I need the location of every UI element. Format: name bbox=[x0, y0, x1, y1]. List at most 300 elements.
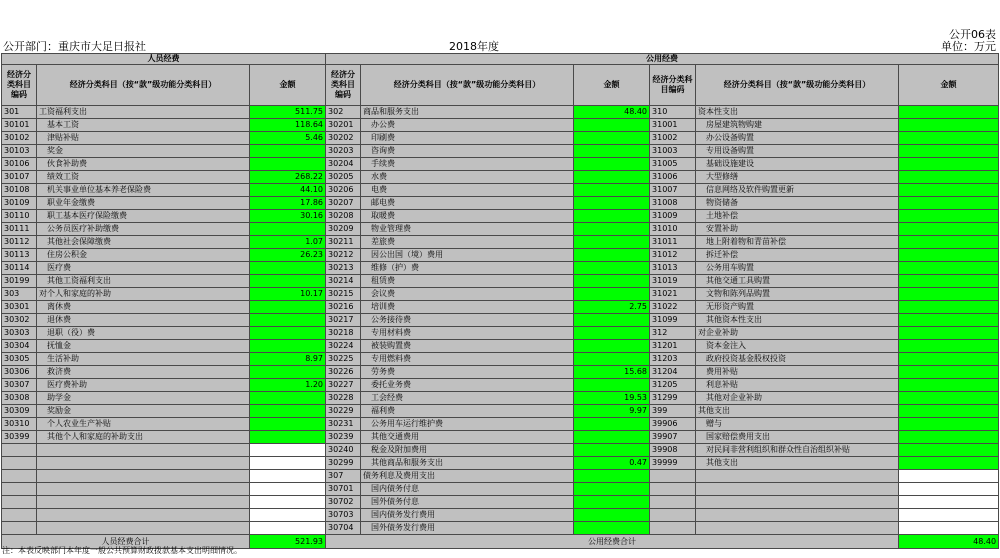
table-row bbox=[2, 223, 999, 236]
item-name: 助学金 bbox=[37, 392, 250, 405]
item-name: 伙食补助费 bbox=[37, 158, 250, 171]
empty-cell bbox=[2, 470, 37, 483]
item-name: 国外债务付息 bbox=[361, 496, 574, 509]
item-amount bbox=[899, 210, 999, 223]
col-amount: 金额 bbox=[574, 65, 650, 106]
item-code: 30309 bbox=[2, 405, 37, 418]
item-code: 30304 bbox=[2, 340, 37, 353]
empty-cell bbox=[37, 522, 250, 535]
item-code: 30206 bbox=[326, 184, 361, 197]
item-code: 301 bbox=[2, 106, 37, 119]
item-code: 30216 bbox=[326, 301, 361, 314]
item-amount bbox=[899, 379, 999, 392]
item-code: 30240 bbox=[326, 444, 361, 457]
table-row bbox=[2, 509, 999, 522]
item-code: 30106 bbox=[2, 158, 37, 171]
item-code: 302 bbox=[326, 106, 361, 119]
item-amount bbox=[250, 275, 326, 288]
item-amount bbox=[899, 145, 999, 158]
item-amount bbox=[899, 171, 999, 184]
item-name: 国外债务发行费用 bbox=[361, 522, 574, 535]
item-name: 职工基本医疗保险缴费 bbox=[37, 210, 250, 223]
item-code: 31204 bbox=[650, 366, 696, 379]
empty-cell bbox=[37, 483, 250, 496]
item-name: 生活补助 bbox=[37, 353, 250, 366]
item-name: 其他支出 bbox=[696, 405, 899, 418]
item-code: 30306 bbox=[2, 366, 37, 379]
item-amount: 10.17 bbox=[250, 288, 326, 301]
item-name: 公务接待费 bbox=[361, 314, 574, 327]
item-name: 培训费 bbox=[361, 301, 574, 314]
empty-cell bbox=[2, 444, 37, 457]
item-code: 30112 bbox=[2, 236, 37, 249]
empty-cell bbox=[696, 509, 899, 522]
item-code: 30303 bbox=[2, 327, 37, 340]
item-name: 办公费 bbox=[361, 119, 574, 132]
item-amount: 26.23 bbox=[250, 249, 326, 262]
item-amount bbox=[574, 418, 650, 431]
item-amount bbox=[574, 210, 650, 223]
item-code: 399 bbox=[650, 405, 696, 418]
item-name: 无形资产购置 bbox=[696, 301, 899, 314]
empty-cell bbox=[899, 522, 999, 535]
item-name: 手续费 bbox=[361, 158, 574, 171]
item-code: 30214 bbox=[326, 275, 361, 288]
item-code: 30218 bbox=[326, 327, 361, 340]
item-amount bbox=[899, 457, 999, 470]
empty-cell bbox=[250, 470, 326, 483]
item-code: 30102 bbox=[2, 132, 37, 145]
item-code: 31022 bbox=[650, 301, 696, 314]
item-amount bbox=[574, 223, 650, 236]
table-row bbox=[2, 184, 999, 197]
item-name: 离休费 bbox=[37, 301, 250, 314]
empty-cell bbox=[250, 522, 326, 535]
col-code: 经济分类科目编码 bbox=[2, 65, 37, 106]
item-code: 30217 bbox=[326, 314, 361, 327]
item-code: 31010 bbox=[650, 223, 696, 236]
item-name: 土地补偿 bbox=[696, 210, 899, 223]
col-name: 经济分类科目（按“款”级功能分类科目） bbox=[696, 65, 899, 106]
item-amount: 30.16 bbox=[250, 210, 326, 223]
item-name: 其他商品和服务支出 bbox=[361, 457, 574, 470]
item-amount bbox=[574, 522, 650, 535]
item-amount bbox=[899, 249, 999, 262]
item-code: 30704 bbox=[326, 522, 361, 535]
table-row bbox=[2, 457, 999, 470]
item-code: 31007 bbox=[650, 184, 696, 197]
item-name: 其他资本性支出 bbox=[696, 314, 899, 327]
item-name: 安置补助 bbox=[696, 223, 899, 236]
empty-cell bbox=[899, 496, 999, 509]
item-amount bbox=[574, 431, 650, 444]
empty-cell bbox=[2, 522, 37, 535]
item-name: 国家赔偿费用支出 bbox=[696, 431, 899, 444]
empty-cell bbox=[37, 496, 250, 509]
item-code: 31205 bbox=[650, 379, 696, 392]
item-amount bbox=[574, 288, 650, 301]
item-name: 机关事业单位基本养老保险费 bbox=[37, 184, 250, 197]
item-amount bbox=[250, 392, 326, 405]
table-row bbox=[2, 262, 999, 275]
item-amount bbox=[899, 197, 999, 210]
empty-cell bbox=[2, 509, 37, 522]
table-row bbox=[2, 353, 999, 366]
public-total-label: 公用经费合计 bbox=[326, 535, 899, 549]
item-name: 其他工资福利支出 bbox=[37, 275, 250, 288]
item-code: 30310 bbox=[2, 418, 37, 431]
item-code: 30203 bbox=[326, 145, 361, 158]
item-amount bbox=[574, 483, 650, 496]
item-name: 专用燃料费 bbox=[361, 353, 574, 366]
item-code: 31019 bbox=[650, 275, 696, 288]
item-amount: 48.40 bbox=[574, 106, 650, 119]
item-name: 奖金 bbox=[37, 145, 250, 158]
item-code: 30101 bbox=[2, 119, 37, 132]
item-name: 债务利息及费用支出 bbox=[361, 470, 574, 483]
col-name: 经济分类科目（按“款”级功能分类科目） bbox=[361, 65, 574, 106]
col-amount: 金额 bbox=[250, 65, 326, 106]
item-name: 国内债务付息 bbox=[361, 483, 574, 496]
item-name: 工资福利支出 bbox=[37, 106, 250, 119]
item-name: 其他支出 bbox=[696, 457, 899, 470]
table-row bbox=[2, 236, 999, 249]
item-amount: 15.68 bbox=[574, 366, 650, 379]
item-name: 水费 bbox=[361, 171, 574, 184]
item-name: 公务用车运行维护费 bbox=[361, 418, 574, 431]
item-name: 邮电费 bbox=[361, 197, 574, 210]
empty-cell bbox=[650, 470, 696, 483]
section-personnel: 人员经费 bbox=[2, 54, 326, 65]
item-amount bbox=[574, 249, 650, 262]
item-name: 退职（役）费 bbox=[37, 327, 250, 340]
item-amount bbox=[250, 405, 326, 418]
item-amount bbox=[899, 288, 999, 301]
empty-cell bbox=[899, 470, 999, 483]
item-name: 差旅费 bbox=[361, 236, 574, 249]
item-name: 大型修缮 bbox=[696, 171, 899, 184]
item-code: 30308 bbox=[2, 392, 37, 405]
item-name: 救济费 bbox=[37, 366, 250, 379]
item-amount: 44.10 bbox=[250, 184, 326, 197]
item-amount bbox=[899, 262, 999, 275]
item-amount bbox=[574, 171, 650, 184]
item-name: 物资储备 bbox=[696, 197, 899, 210]
item-name: 专用设备购置 bbox=[696, 145, 899, 158]
empty-cell bbox=[37, 457, 250, 470]
item-code: 30231 bbox=[326, 418, 361, 431]
item-code: 31012 bbox=[650, 249, 696, 262]
report-header bbox=[0, 0, 1000, 54]
item-name: 会议费 bbox=[361, 288, 574, 301]
empty-cell bbox=[696, 522, 899, 535]
empty-cell bbox=[2, 483, 37, 496]
empty-cell bbox=[250, 496, 326, 509]
item-amount: 511.75 bbox=[250, 106, 326, 119]
item-code: 31009 bbox=[650, 210, 696, 223]
item-name: 维修（护）费 bbox=[361, 262, 574, 275]
item-name: 其他对企业补助 bbox=[696, 392, 899, 405]
item-name: 退休费 bbox=[37, 314, 250, 327]
item-code: 30109 bbox=[2, 197, 37, 210]
item-code: 31008 bbox=[650, 197, 696, 210]
item-name: 其他社会保障缴费 bbox=[37, 236, 250, 249]
table-row bbox=[2, 392, 999, 405]
item-name: 其他交通费用 bbox=[361, 431, 574, 444]
item-amount bbox=[899, 184, 999, 197]
table-row bbox=[2, 418, 999, 431]
table-row bbox=[2, 327, 999, 340]
item-code: 30239 bbox=[326, 431, 361, 444]
item-code: 31003 bbox=[650, 145, 696, 158]
item-amount bbox=[899, 392, 999, 405]
item-code: 39906 bbox=[650, 418, 696, 431]
item-amount bbox=[899, 223, 999, 236]
col-amount: 金额 bbox=[899, 65, 999, 106]
expenditure-table bbox=[1, 53, 999, 549]
fiscal-year: 2018年度 bbox=[449, 40, 499, 53]
item-name: 物业管理费 bbox=[361, 223, 574, 236]
item-code: 30307 bbox=[2, 379, 37, 392]
item-name: 绩效工资 bbox=[37, 171, 250, 184]
item-amount bbox=[574, 158, 650, 171]
item-code: 30202 bbox=[326, 132, 361, 145]
item-code: 30299 bbox=[326, 457, 361, 470]
empty-cell bbox=[37, 470, 250, 483]
item-code: 30302 bbox=[2, 314, 37, 327]
item-code: 31021 bbox=[650, 288, 696, 301]
item-amount bbox=[574, 184, 650, 197]
item-amount bbox=[250, 366, 326, 379]
item-amount bbox=[899, 444, 999, 457]
table-row bbox=[2, 210, 999, 223]
item-amount bbox=[574, 470, 650, 483]
empty-cell bbox=[650, 496, 696, 509]
empty-cell bbox=[650, 522, 696, 535]
item-name: 基础设施建设 bbox=[696, 158, 899, 171]
item-name: 资本性支出 bbox=[696, 106, 899, 119]
table-row bbox=[2, 496, 999, 509]
item-code: 30229 bbox=[326, 405, 361, 418]
item-code: 30305 bbox=[2, 353, 37, 366]
item-amount: 1.07 bbox=[250, 236, 326, 249]
item-code: 30201 bbox=[326, 119, 361, 132]
item-name: 印刷费 bbox=[361, 132, 574, 145]
item-code: 30110 bbox=[2, 210, 37, 223]
item-name: 公务员医疗补助缴费 bbox=[37, 223, 250, 236]
item-name: 地上附着物和青苗补偿 bbox=[696, 236, 899, 249]
item-code: 30213 bbox=[326, 262, 361, 275]
public-total-value: 48.40 bbox=[899, 535, 999, 549]
item-amount: 1.20 bbox=[250, 379, 326, 392]
item-name: 房屋建筑物购建 bbox=[696, 119, 899, 132]
item-name: 税金及附加费用 bbox=[361, 444, 574, 457]
item-amount bbox=[899, 236, 999, 249]
item-name: 取暖费 bbox=[361, 210, 574, 223]
empty-cell bbox=[650, 483, 696, 496]
item-amount bbox=[899, 275, 999, 288]
item-code: 30103 bbox=[2, 145, 37, 158]
item-code: 30113 bbox=[2, 249, 37, 262]
item-code: 39908 bbox=[650, 444, 696, 457]
item-name: 办公设备购置 bbox=[696, 132, 899, 145]
item-amount: 8.97 bbox=[250, 353, 326, 366]
table-row bbox=[2, 301, 999, 314]
table-row bbox=[2, 171, 999, 184]
table-number: 公开06表 bbox=[949, 28, 996, 41]
item-code: 30114 bbox=[2, 262, 37, 275]
item-name: 基本工资 bbox=[37, 119, 250, 132]
item-code: 303 bbox=[2, 288, 37, 301]
item-name: 劳务费 bbox=[361, 366, 574, 379]
item-code: 30205 bbox=[326, 171, 361, 184]
item-amount bbox=[574, 236, 650, 249]
table-row bbox=[2, 197, 999, 210]
table-row bbox=[2, 470, 999, 483]
item-name: 政府投资基金股权投资 bbox=[696, 353, 899, 366]
item-code: 30209 bbox=[326, 223, 361, 236]
item-name: 职业年金缴费 bbox=[37, 197, 250, 210]
item-amount bbox=[899, 405, 999, 418]
table-row bbox=[2, 106, 999, 119]
footnote: 注：本表反映部门本年度一般公共预算财政拨款基本支出明细情况。 bbox=[2, 546, 242, 555]
item-name: 拆迁补偿 bbox=[696, 249, 899, 262]
item-amount bbox=[574, 444, 650, 457]
item-amount: 268.22 bbox=[250, 171, 326, 184]
col-code: 经济分类科目编码 bbox=[650, 65, 696, 106]
item-code: 30204 bbox=[326, 158, 361, 171]
col-code: 经济分类科目编码 bbox=[326, 65, 361, 106]
item-code: 30199 bbox=[2, 275, 37, 288]
item-code: 30228 bbox=[326, 392, 361, 405]
item-amount bbox=[574, 119, 650, 132]
item-name: 公务用车购置 bbox=[696, 262, 899, 275]
item-code: 31001 bbox=[650, 119, 696, 132]
table-row bbox=[2, 405, 999, 418]
item-name: 信息网络及软件购置更新 bbox=[696, 184, 899, 197]
item-amount: 118.64 bbox=[250, 119, 326, 132]
item-amount bbox=[899, 353, 999, 366]
table-row bbox=[2, 366, 999, 379]
item-code: 30211 bbox=[326, 236, 361, 249]
item-name: 工会经费 bbox=[361, 392, 574, 405]
item-name: 赠与 bbox=[696, 418, 899, 431]
empty-cell bbox=[899, 483, 999, 496]
item-amount bbox=[250, 262, 326, 275]
item-code: 39907 bbox=[650, 431, 696, 444]
item-name: 租赁费 bbox=[361, 275, 574, 288]
item-amount bbox=[574, 496, 650, 509]
section-header-row bbox=[2, 54, 999, 65]
item-amount bbox=[574, 314, 650, 327]
item-amount bbox=[899, 327, 999, 340]
item-code: 30227 bbox=[326, 379, 361, 392]
item-code: 30207 bbox=[326, 197, 361, 210]
item-name: 其他交通工具购置 bbox=[696, 275, 899, 288]
empty-cell bbox=[37, 509, 250, 522]
item-amount bbox=[250, 327, 326, 340]
item-code: 30208 bbox=[326, 210, 361, 223]
item-amount bbox=[899, 314, 999, 327]
item-code: 30701 bbox=[326, 483, 361, 496]
item-name: 费用补贴 bbox=[696, 366, 899, 379]
item-name: 津贴补贴 bbox=[37, 132, 250, 145]
item-amount bbox=[574, 509, 650, 522]
personnel-total-value: 521.93 bbox=[250, 535, 326, 549]
empty-cell bbox=[696, 483, 899, 496]
item-code: 30111 bbox=[2, 223, 37, 236]
item-code: 30225 bbox=[326, 353, 361, 366]
item-code: 30215 bbox=[326, 288, 361, 301]
item-amount: 2.75 bbox=[574, 301, 650, 314]
item-code: 30399 bbox=[2, 431, 37, 444]
item-code: 30107 bbox=[2, 171, 37, 184]
item-name: 因公出国（境）费用 bbox=[361, 249, 574, 262]
item-name: 委托业务费 bbox=[361, 379, 574, 392]
item-name: 电费 bbox=[361, 184, 574, 197]
item-amount bbox=[899, 301, 999, 314]
item-amount: 5.46 bbox=[250, 132, 326, 145]
item-name: 住房公积金 bbox=[37, 249, 250, 262]
item-name: 对个人和家庭的补助 bbox=[37, 288, 250, 301]
item-name: 资本金注入 bbox=[696, 340, 899, 353]
item-amount bbox=[899, 132, 999, 145]
empty-cell bbox=[650, 509, 696, 522]
item-name: 对民间非营利组织和群众性自治组织补贴 bbox=[696, 444, 899, 457]
personnel-total-label: 人员经费合计 bbox=[2, 535, 250, 549]
empty-cell bbox=[250, 509, 326, 522]
item-name: 咨询费 bbox=[361, 145, 574, 158]
item-amount bbox=[574, 145, 650, 158]
item-amount bbox=[899, 340, 999, 353]
item-code: 30108 bbox=[2, 184, 37, 197]
empty-cell bbox=[250, 444, 326, 457]
item-amount bbox=[574, 340, 650, 353]
item-amount bbox=[250, 418, 326, 431]
item-code: 30703 bbox=[326, 509, 361, 522]
item-code: 310 bbox=[650, 106, 696, 119]
item-code: 31013 bbox=[650, 262, 696, 275]
unit-label: 单位：万元 bbox=[941, 40, 996, 53]
section-public: 公用经费 bbox=[326, 54, 999, 65]
item-code: 31002 bbox=[650, 132, 696, 145]
table-row bbox=[2, 119, 999, 132]
item-amount bbox=[899, 119, 999, 132]
item-amount bbox=[574, 353, 650, 366]
table-row bbox=[2, 145, 999, 158]
item-code: 39999 bbox=[650, 457, 696, 470]
item-code: 31011 bbox=[650, 236, 696, 249]
empty-cell bbox=[37, 444, 250, 457]
empty-cell bbox=[250, 483, 326, 496]
item-name: 其他个人和家庭的补助支出 bbox=[37, 431, 250, 444]
column-header-row bbox=[2, 65, 999, 106]
item-code: 307 bbox=[326, 470, 361, 483]
item-amount bbox=[899, 366, 999, 379]
empty-cell bbox=[250, 457, 326, 470]
empty-cell bbox=[899, 509, 999, 522]
item-amount bbox=[250, 340, 326, 353]
item-name: 利息补贴 bbox=[696, 379, 899, 392]
item-code: 30226 bbox=[326, 366, 361, 379]
item-name: 福利费 bbox=[361, 405, 574, 418]
item-amount bbox=[574, 275, 650, 288]
department-label: 公开部门：重庆市大足日报社 bbox=[3, 40, 146, 53]
item-name: 奖励金 bbox=[37, 405, 250, 418]
item-amount bbox=[574, 379, 650, 392]
item-amount: 9.97 bbox=[574, 405, 650, 418]
item-amount bbox=[899, 431, 999, 444]
